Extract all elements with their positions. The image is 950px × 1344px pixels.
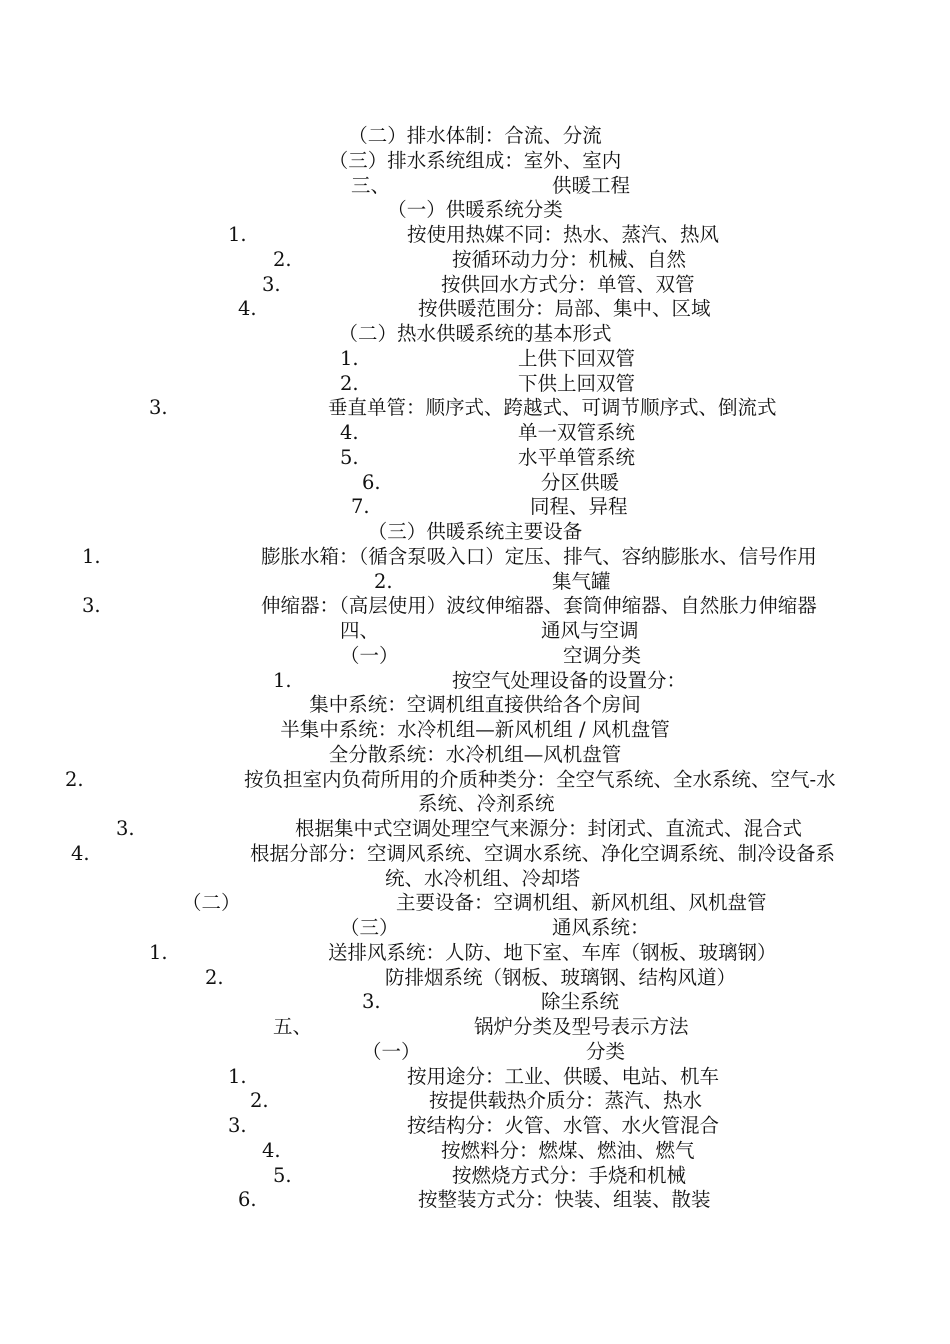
- line-text: 按结构分：火管、水管、水火管混合: [407, 1114, 720, 1137]
- list-item: [0, 594, 950, 619]
- line-text: 按循环动力分：机械、自然: [452, 247, 687, 271]
- line-number: 2.: [273, 247, 292, 271]
- line-number: 7.: [351, 495, 370, 519]
- line-text: 系统、冷剂系统: [418, 792, 555, 816]
- line-text: 通风与空调: [541, 619, 639, 642]
- heading-drainage-components: [0, 149, 950, 174]
- line-text: （三）供暖系统主要设备: [367, 520, 583, 543]
- heading-heating-classification: [0, 198, 950, 223]
- line-number: 三、: [351, 173, 391, 197]
- list-item: [0, 223, 950, 248]
- line-text: 垂直单管：顺序式、跨越式、可调节顺序式、倒流式: [328, 396, 777, 420]
- line-number: 3.: [149, 396, 168, 420]
- list-item: [0, 1114, 950, 1139]
- line-number: 2.: [250, 1089, 269, 1113]
- line-text: 全分散系统：水冷机组—风机盘管: [328, 742, 622, 766]
- line-number: 3.: [362, 990, 381, 1014]
- list-item: [0, 1089, 950, 1114]
- line-text: 集气罐: [552, 569, 611, 593]
- line-number: 1.: [228, 1064, 247, 1088]
- line-text: 按供回水方式分：单管、双管: [441, 272, 695, 296]
- list-item: [0, 990, 950, 1015]
- list-item: [0, 1188, 950, 1213]
- line-number: 6.: [362, 470, 381, 494]
- list-item: [0, 842, 950, 867]
- line-text: 按燃料分：燃煤、燃油、燃气: [441, 1138, 695, 1162]
- line-number: 2.: [65, 767, 84, 791]
- line-text: 分类: [586, 1039, 626, 1063]
- line-text: 送排风系统：人防、地下室、车库（钢板、玻璃钢）: [328, 940, 777, 964]
- line-number: 3.: [116, 817, 135, 840]
- line-text: 按供暖范围分：局部、集中、区域: [418, 297, 711, 321]
- line-text: 供暖工程: [552, 173, 631, 197]
- list-item: [0, 718, 950, 743]
- list-item: [0, 693, 950, 718]
- line-text: 防排烟系统（钢板、玻璃钢、结构风道）: [385, 965, 737, 989]
- line-number: （二）: [182, 891, 241, 915]
- line-text: 空调分类: [563, 643, 642, 667]
- line-text: 按整装方式分：快装、组装、散装: [418, 1188, 711, 1212]
- heading-ventilation-system: [0, 916, 950, 941]
- line-text: 上供下回双管: [518, 346, 636, 370]
- list-item: [0, 1164, 950, 1189]
- line-number: 3.: [228, 1114, 247, 1137]
- list-item: [0, 273, 950, 298]
- line-number: 1.: [149, 940, 168, 964]
- heading-hot-water-forms: [0, 322, 950, 347]
- list-item: [0, 768, 950, 793]
- list-item: [0, 941, 950, 966]
- line-number: 4.: [262, 1138, 281, 1162]
- list-item: [0, 495, 950, 520]
- list-item: [0, 545, 950, 570]
- line-number: 2.: [340, 371, 359, 395]
- line-text: 分区供暖: [541, 470, 620, 494]
- line-number: 五、: [273, 1015, 313, 1038]
- line-number: 1.: [82, 544, 101, 568]
- list-item: [0, 396, 950, 421]
- line-text: （一）供暖系统分类: [387, 198, 563, 222]
- line-text: 集中系统：空调机组直接供给各个房间: [309, 693, 641, 717]
- line-number: 5.: [340, 445, 359, 469]
- line-number: （三）: [340, 916, 399, 939]
- line-text: 按提供载热介质分：蒸汽、热水: [429, 1089, 703, 1113]
- list-item: [0, 446, 950, 471]
- section-heating: [0, 174, 950, 199]
- line-number: 1.: [228, 223, 247, 246]
- list-item: [0, 570, 950, 595]
- line-text: 通风系统：: [552, 916, 650, 939]
- list-item: [0, 347, 950, 372]
- document-body: [0, 124, 950, 1213]
- list-item: [0, 471, 950, 496]
- section-ventilation-ac: [0, 619, 950, 644]
- list-item: [0, 1139, 950, 1164]
- heading-drainage-regime: [0, 124, 950, 149]
- line-number: 5.: [273, 1163, 292, 1187]
- line-text: 主要设备：空调机组、新风机组、风机盘管: [396, 891, 767, 915]
- line-text: 伸缩器：（高层使用）波纹伸缩器、套筒伸缩器、自然胀力伸缩器: [261, 594, 817, 618]
- list-item-continuation: [0, 792, 950, 817]
- line-number: 2.: [205, 965, 224, 989]
- line-number: 4.: [71, 841, 90, 865]
- list-item: [0, 248, 950, 273]
- line-number: 6.: [238, 1188, 257, 1212]
- line-text: 按使用热媒不同：热水、蒸汽、热风: [407, 223, 720, 246]
- list-item: [0, 817, 950, 842]
- list-item: [0, 743, 950, 768]
- list-item-continuation: [0, 867, 950, 892]
- heading-ac-classification: [0, 644, 950, 669]
- line-number: （一）: [362, 1039, 421, 1063]
- line-text: 下供上回双管: [518, 371, 636, 395]
- line-number: 1.: [273, 668, 292, 692]
- line-number: （一）: [340, 643, 399, 667]
- list-item: [0, 966, 950, 991]
- line-text: 单一双管系统: [518, 421, 636, 444]
- line-number: 1.: [340, 346, 359, 370]
- heading-boiler-classification: [0, 1040, 950, 1065]
- line-number: 2.: [374, 569, 393, 593]
- heading-ac-equipment: [0, 891, 950, 916]
- line-text: 根据集中式空调处理空气来源分：封闭式、直流式、混合式: [295, 817, 803, 840]
- heading-heating-equipment: [0, 520, 950, 545]
- list-item: [0, 1065, 950, 1090]
- section-boilers: [0, 1015, 950, 1040]
- line-number: 4.: [340, 421, 359, 444]
- line-number: 3.: [82, 594, 101, 618]
- line-text: 水平单管系统: [518, 445, 636, 469]
- line-text: 锅炉分类及型号表示方法: [474, 1015, 689, 1038]
- list-item: [0, 297, 950, 322]
- line-text: 同程、异程: [530, 495, 628, 519]
- line-text: （二）热水供暖系统的基本形式: [338, 322, 612, 345]
- line-number: 3.: [262, 272, 281, 296]
- line-text: 膨胀水箱：（循含泵吸入口）定压、排气、容纳膨胀水、信号作用: [261, 544, 817, 568]
- line-text: 按负担室内负荷所用的介质种类分：全空气系统、全水系统、空气-水: [244, 767, 836, 791]
- list-item: [0, 421, 950, 446]
- line-text: 统、水冷机组、冷却塔: [385, 866, 581, 890]
- line-text: 除尘系统: [541, 990, 620, 1014]
- line-number: 4.: [238, 297, 257, 321]
- line-text: 按燃烧方式分：手烧和机械: [452, 1163, 687, 1187]
- line-number: 四、: [340, 619, 380, 642]
- line-text: 按空气处理设备的设置分：: [452, 668, 687, 692]
- list-item: [0, 372, 950, 397]
- line-text: 半集中系统：水冷机组—新风机组 / 风机盘管: [280, 718, 670, 741]
- line-text: （三）排水系统组成：室外、室内: [328, 148, 622, 172]
- line-text: （二）排水体制：合流、分流: [348, 124, 602, 147]
- line-text: 根据分部分：空调风系统、空调水系统、净化空调系统、制冷设备系: [250, 841, 836, 865]
- list-item: [0, 669, 950, 694]
- line-text: 按用途分：工业、供暖、电站、机车: [407, 1064, 720, 1088]
